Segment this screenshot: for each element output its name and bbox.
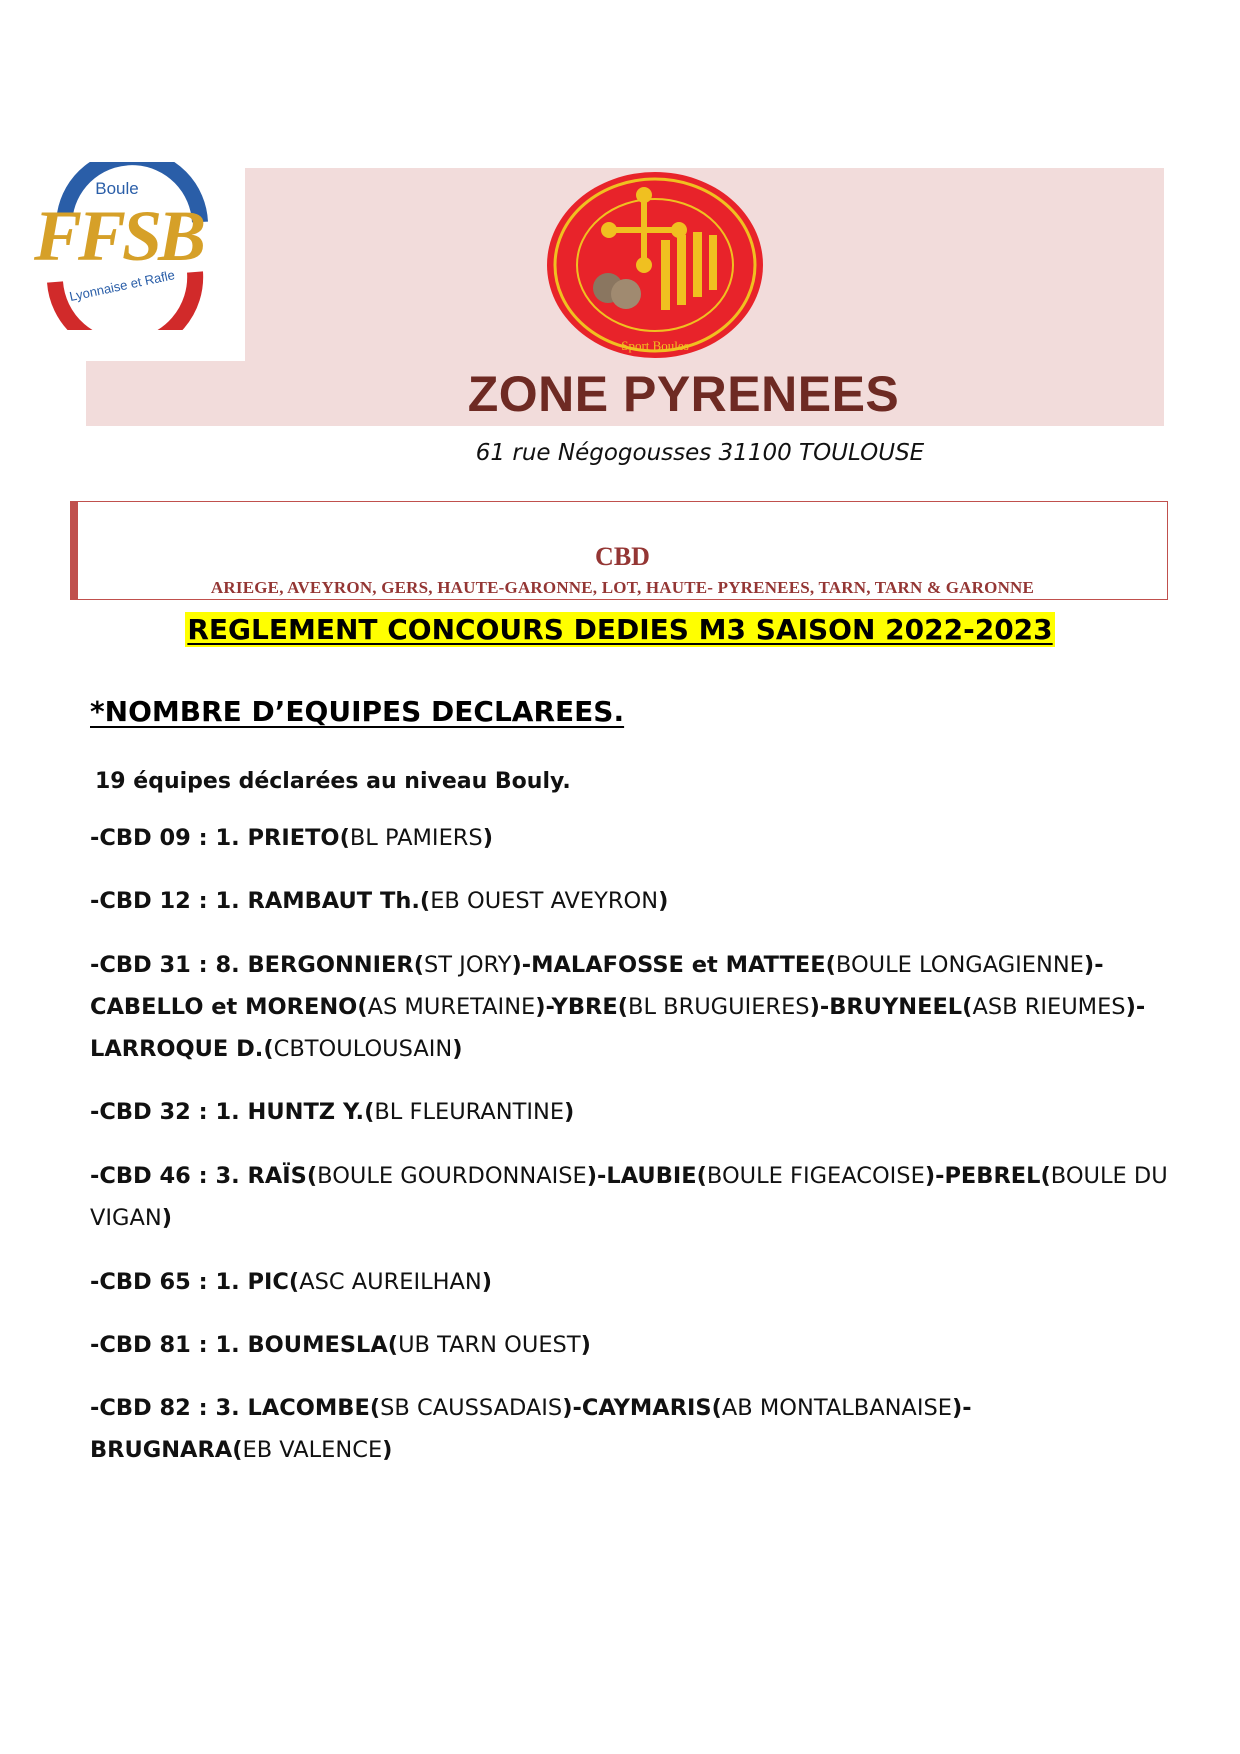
club-name: AB MONTALBANAISE (721, 1395, 952, 1421)
team-name: PRIETO (247, 825, 340, 851)
team-name: BERGONNIER (247, 952, 414, 978)
team-name: BRUGNARA (90, 1437, 233, 1463)
cbd-title: CBD (595, 542, 650, 571)
team-name: YBRE (551, 994, 618, 1020)
section-heading: *NOMBRE D’EQUIPES DECLAREES. (90, 695, 625, 728)
club-name: BL BRUGUIERES (628, 994, 810, 1020)
club-name: BOULE FIGEACOISE (706, 1163, 925, 1189)
club-name: BL FLEURANTINE (374, 1099, 565, 1125)
cbd-12-entry: -CBD 12 : 1. RAMBAUT Th.(EB OUEST AVEYRON) (90, 888, 669, 914)
regulation-title: REGLEMENT CONCOURS DEDIES M3 SAISON 2022-2023 (187, 613, 1053, 646)
club-name: SB CAUSSADAIS (380, 1395, 563, 1421)
team-name: LACOMBE (247, 1395, 370, 1421)
entry-prefix: -CBD 12 : 1. (90, 888, 248, 914)
team-name: BOUMESLA (247, 1332, 388, 1358)
team-name: LAUBIE (606, 1163, 697, 1189)
entry-prefix: -CBD 32 : 1. (90, 1099, 248, 1125)
cbd-32-entry: -CBD 32 : 1. HUNTZ Y.(BL FLEURANTINE) (90, 1099, 575, 1125)
ligue-occitanie-logo (544, 170, 767, 360)
cbd-departments: ARIEGE, AVEYRON, GERS, HAUTE-GARONNE, LOT, HAUTE- PYRENEES, TARN, TARN & GARONNE (210, 578, 1035, 597)
club-name: UB TARN OUEST (398, 1332, 581, 1358)
club-name: ASB RIEUMES (972, 994, 1126, 1020)
zone-title: ZONE PYRENEES (467, 365, 900, 422)
team-name: LARROQUE D. (90, 1036, 264, 1062)
entry-prefix: -CBD 82 : 3. (90, 1395, 248, 1421)
team-name: RAMBAUT Th. (247, 888, 420, 914)
entry-prefix: -CBD 31 : 8. (90, 952, 248, 978)
cbd-81-entry: -CBD 81 : 1. BOUMESLA(UB TARN OUEST) (90, 1332, 591, 1358)
entry-prefix: -CBD 65 : 1. (90, 1269, 248, 1295)
club-name: BOULE DU VIGAN (90, 1163, 1168, 1231)
ffsb-logo-subtitle: Lyonnaise et Rafle (68, 267, 177, 305)
team-name: PIC (247, 1269, 289, 1295)
club-name: AS MURETAINE (367, 994, 536, 1020)
club-name: EB VALENCE (242, 1437, 383, 1463)
team-name: CABELLO et MORENO (90, 994, 358, 1020)
cbd-82-entry: -CBD 82 : 3. LACOMBE(SB CAUSSADAIS)-CAYMARIS(AB MONTALBANAISE)- BRUGNARA(EB VALENCE) (90, 1395, 972, 1463)
team-name: HUNTZ Y. (247, 1099, 365, 1125)
club-name: CBTOULOUSAIN (273, 1036, 453, 1062)
cbd-09-entry: -CBD 09 : 1. PRIETO(BL PAMIERS) (90, 825, 493, 851)
ffsb-logo (5, 162, 235, 330)
team-name: MALAFOSSE et MATTEE (531, 952, 826, 978)
team-name: BRUYNEEL (829, 994, 963, 1020)
cbd-46-entry: -CBD 46 : 3. RAÏS(BOULE GOURDONNAISE)-LAUBIE(BOULE FIGEACOISE)-PEBREL(BOULE DU VIGAN) (90, 1163, 1168, 1231)
club-name: BOULE LONGAGIENNE (835, 952, 1084, 978)
team-name: RAÏS (247, 1163, 307, 1189)
club-name: EB OUEST AVEYRON (430, 888, 659, 914)
address: 61 rue Négogousses 31100 TOULOUSE (475, 440, 925, 466)
regulation-title-wrapper (0, 612, 1240, 647)
club-name: BOULE GOURDONNAISE (317, 1163, 587, 1189)
club-name: BL PAMIERS (349, 825, 483, 851)
boule-ball-icon (611, 279, 641, 309)
ffsb-logo-letters: FFSB (33, 196, 203, 276)
club-name: ST JORY (424, 952, 512, 978)
entry-prefix: -CBD 81 : 1. (90, 1332, 248, 1358)
entry-prefix: -CBD 09 : 1. (90, 825, 248, 851)
cbd-31-entry: -CBD 31 : 8. BERGONNIER(ST JORY)-MALAFOSSE et MATTEE(BOULE LONGAGIENNE)- CABELLO et MORENO(AS MURETAINE)-YBRE(BL BRUGUIERES)-BRUYNEEL(ASB RIEUMES)- LARROQUE D.(CBTOULOUSAIN) (90, 952, 1146, 1062)
cbd-box (70, 501, 1168, 600)
club-name: ASC AUREILHAN (299, 1269, 482, 1295)
ffsb-logo-boule-text: Boule (95, 179, 139, 198)
entry-prefix: -CBD 46 : 3. (90, 1163, 248, 1189)
team-name: CAYMARIS (581, 1395, 712, 1421)
cbd-65-entry: -CBD 65 : 1. PIC(ASC AUREILHAN) (90, 1269, 493, 1295)
intro-text: 19 équipes déclarées au niveau Bouly. (95, 769, 571, 794)
ligue-logo-caption: Sport Boules (621, 338, 689, 353)
team-name: PEBREL (944, 1163, 1041, 1189)
